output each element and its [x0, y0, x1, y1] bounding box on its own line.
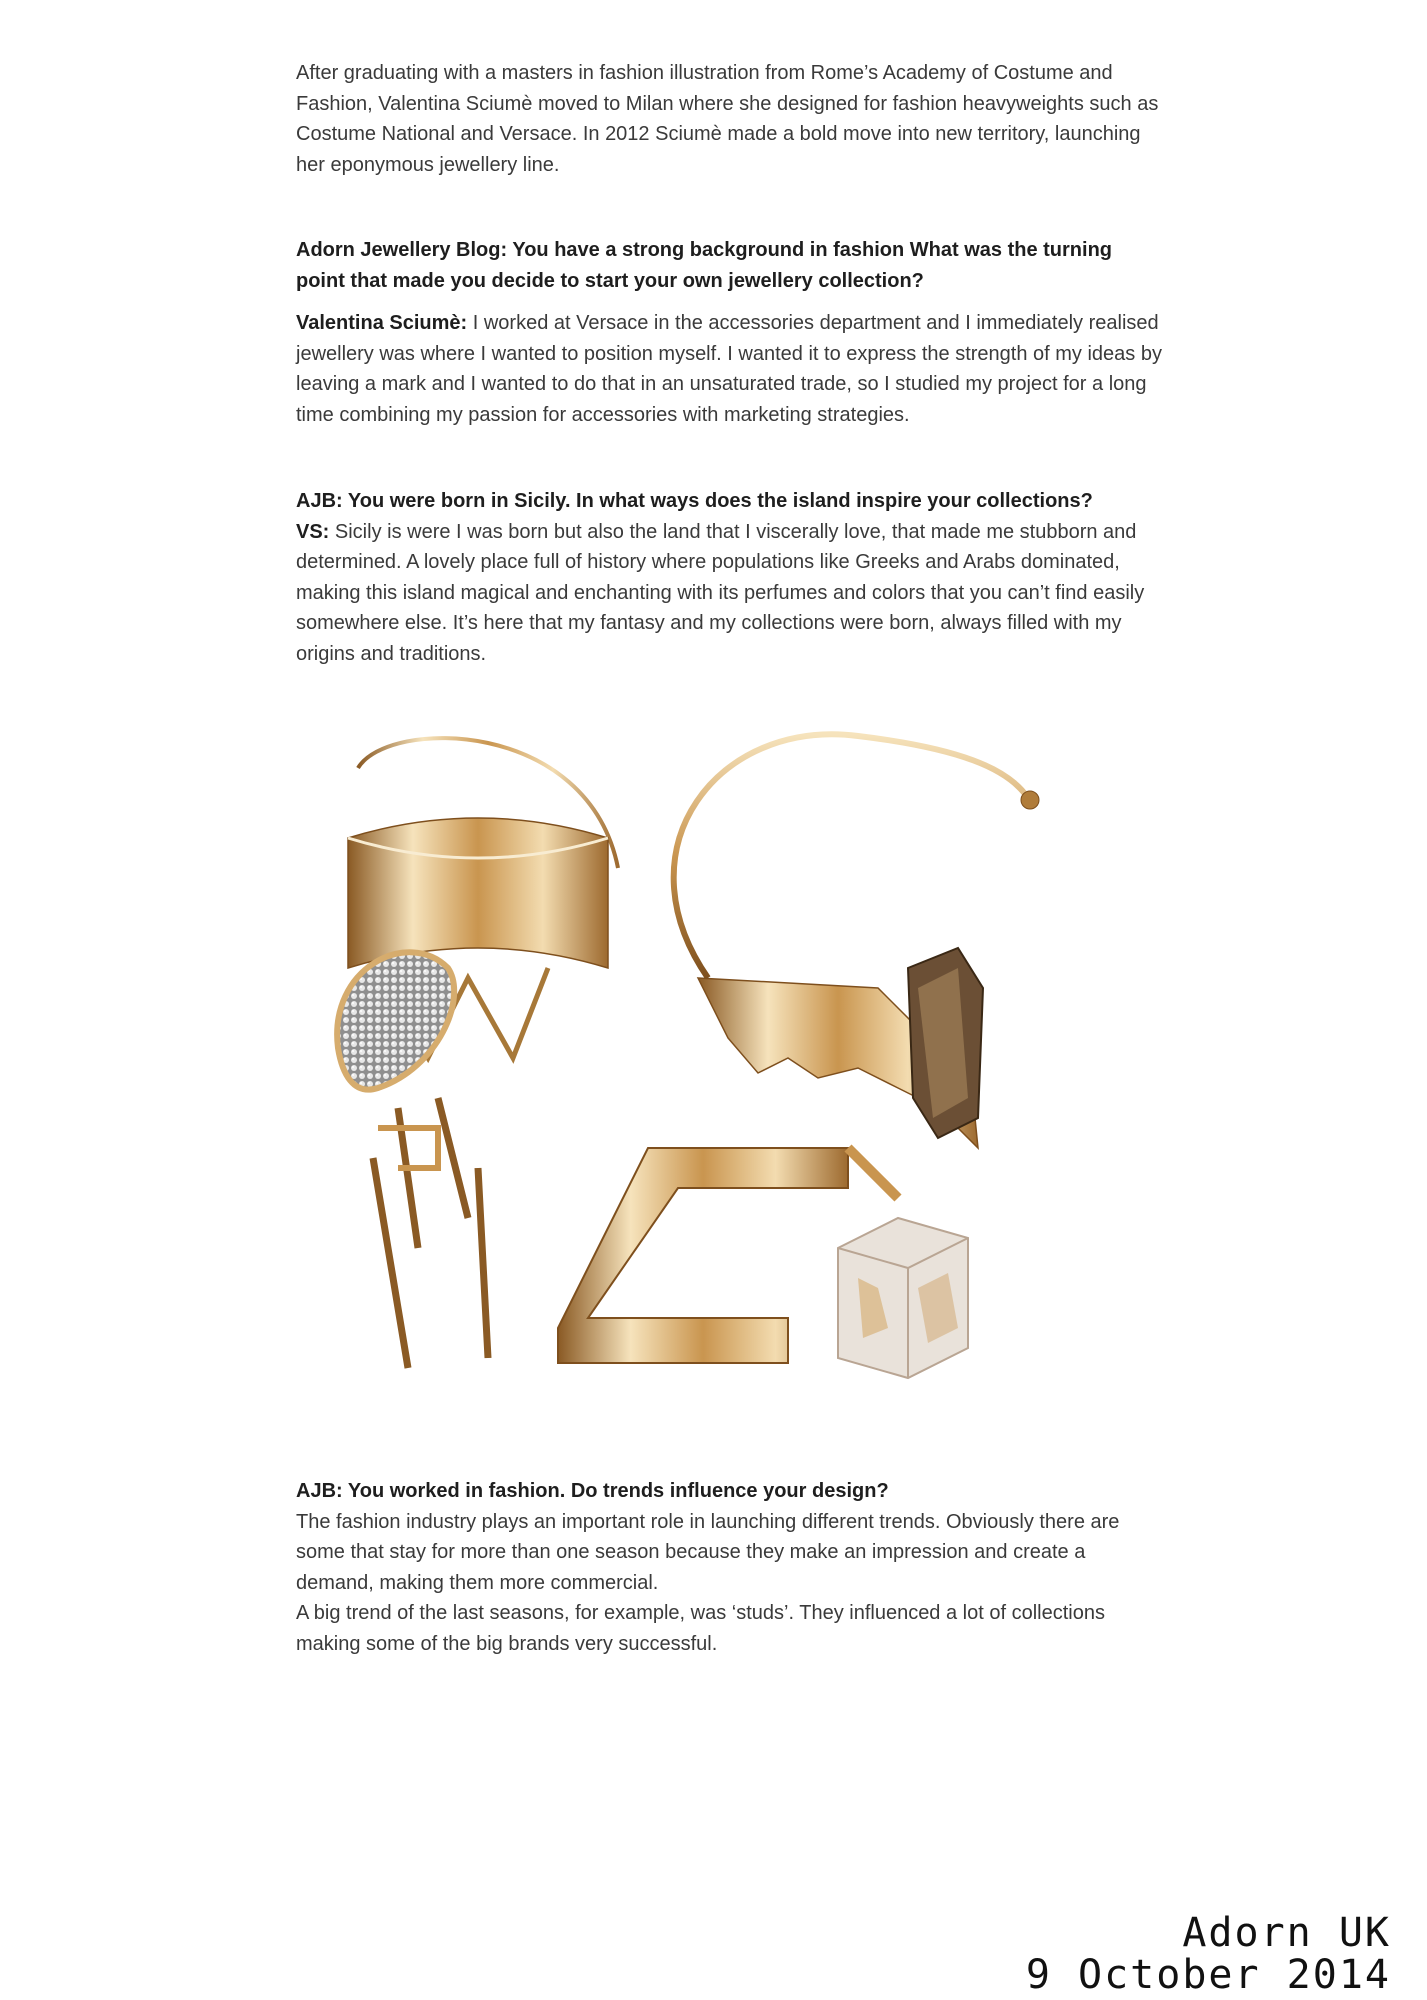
pave-stone — [337, 952, 454, 1089]
publication-name: Adorn UK — [1182, 1910, 1391, 1956]
answer-1 — [296, 308, 1166, 430]
speaker-label: VS: — [296, 520, 330, 543]
article-body — [296, 58, 1166, 669]
answer-3-part-2: A big trend of the last seasons, for example, was ‘studs’. They influenced a lot of collections making some of the big brands very successful. — [296, 1602, 1105, 1655]
question-1: Adorn Jewellery Blog: You have a strong background in fashion What was the turning point that made you decide to start your own jewellery collection? — [296, 239, 1113, 292]
qa-section-3 — [296, 1476, 1166, 1659]
answer-2-text: Sicily is were I was born but also the land that I viscerally love, that made me stubborn and determined. A lovely place full of history where populations like Greeks and Arabs dominated, making this island magical and enchanting with its perfumes and colors that you can’t find easily somewhere else. It’s here that my fantasy and my collections were born, always filled with my origins and traditions. — [296, 520, 1145, 665]
answer-3-part-1: The fashion industry plays an important role in launching different trends. Obviously there are some that stay for more than one season because they make an impression and create a demand, making them more commercial. — [296, 1510, 1120, 1594]
question-3: AJB: You worked in fashion. Do trends influence your design? — [296, 1480, 889, 1502]
answer-1-text: I worked at Versace in the accessories department and I immediately realised jewellery was where I wanted to position myself. I wanted it to express the strength of my ideas by leaving a mark and I wanted to do that in an unsaturated trade, so I studied my project for a long time combining my passion for accessories with marketing strategies. — [296, 312, 1162, 426]
sicily-ring — [674, 734, 1039, 1148]
speaker-label: Valentina Sciumè: — [296, 312, 468, 334]
answer-2 — [296, 517, 1166, 670]
crystal-cube — [838, 1218, 968, 1378]
footer-credit — [1026, 1912, 1391, 1996]
square-bangle — [558, 1148, 968, 1378]
publication-date: 9 October 2014 — [1025, 1952, 1391, 1998]
question-2: AJB: You were born in Sicily. In what ways does the island inspire your collections? — [296, 490, 1093, 512]
jewellery-photo — [318, 728, 1158, 1418]
intro-paragraph: After graduating with a masters in fashion illustration from Rome’s Academy of Costume and Fashion, Valentina Sciumè moved to Milan where she designed for fashion heavyweights such as Costume National and Versace. In 2012 Sciumè made a bold move into new territory, launching her eponymous jewellery line. — [296, 62, 1159, 176]
jewellery-illustration — [318, 728, 1158, 1418]
